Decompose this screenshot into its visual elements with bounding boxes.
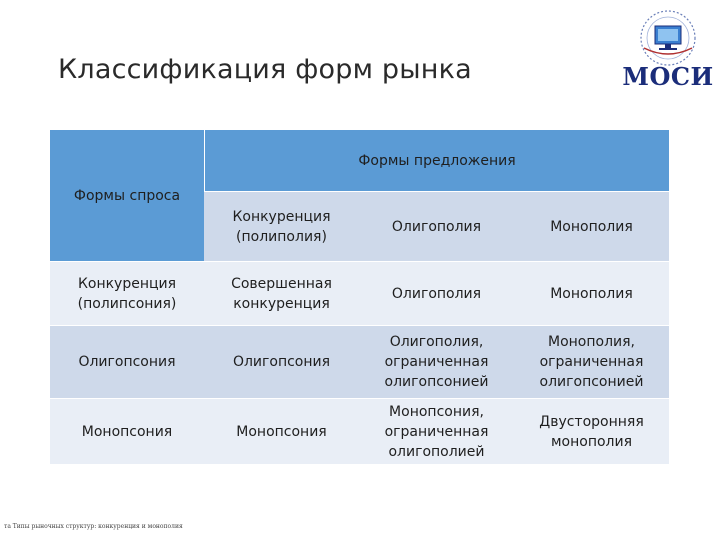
supply-type-oligopoly: Олигополия (359, 192, 514, 262)
mosi-logo (622, 8, 714, 94)
table-row (50, 262, 669, 326)
table-cell: Совершенная конкуренция (204, 262, 359, 326)
table-cell: Монополия (514, 262, 669, 326)
row-label-oligopsony: Олигопсония (50, 326, 204, 399)
table-cell: Олигополия, ограниченная олигопсонией (359, 326, 514, 399)
supply-type-competition: Конкуренция (полиполия) (204, 192, 359, 262)
supply-type-monopoly: Монополия (514, 192, 669, 262)
table-cell: Монопсония, ограниченная олигополией (359, 399, 514, 465)
footnote: тa Типы рыночных структур: конкуренция и монополия (4, 523, 183, 530)
table-row (50, 399, 669, 465)
row-label-monopsony: Монопсония (50, 399, 204, 465)
table-cell: Олигополия (359, 262, 514, 326)
corner-header-demand-forms: Формы спроса (50, 130, 204, 262)
table-cell: Двусторонняя монополия (514, 399, 669, 465)
slide-title: Классификация форм рынка (58, 54, 472, 85)
table-cell: Монополия, ограниченная олигопсонией (514, 326, 669, 399)
table-cell: Олигопсония (204, 326, 359, 399)
row-label-competition: Конкуренция (полипсония) (50, 262, 204, 326)
market-forms-table (50, 130, 669, 465)
header-supply-forms: Формы предложения (204, 130, 669, 192)
table-cell: Монопсония (204, 399, 359, 465)
table-row (50, 326, 669, 399)
logo-text: МОСИ (622, 62, 714, 91)
